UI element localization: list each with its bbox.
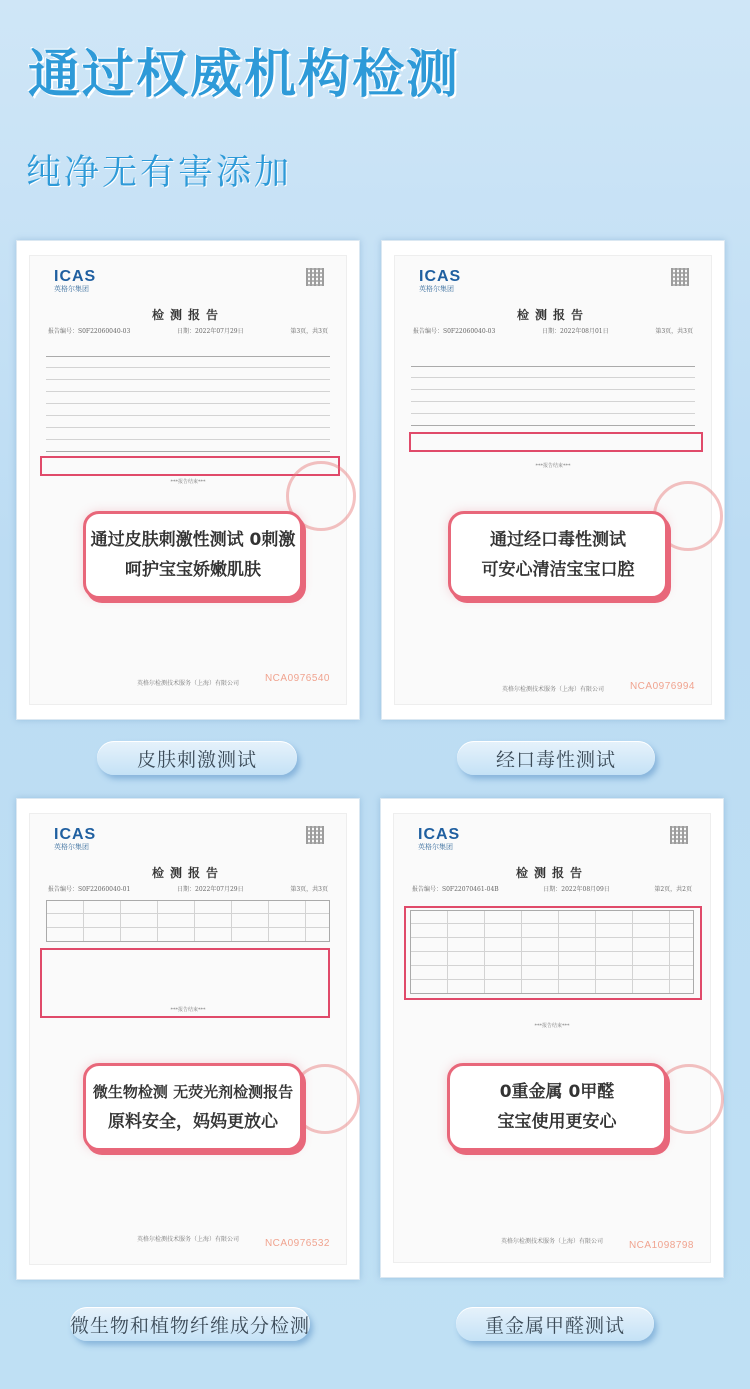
report-page: 第2页，共2页 bbox=[654, 886, 692, 893]
report-end-note: ***报告结束*** bbox=[534, 1023, 570, 1029]
result-table bbox=[411, 366, 695, 426]
report-card-skin bbox=[16, 240, 360, 720]
callout-line-1: 通过皮肤刺激性测试 0刺激 bbox=[90, 530, 296, 550]
report-card-oral bbox=[381, 240, 725, 720]
page-title: 通过权威机构检测 bbox=[28, 45, 461, 105]
callout-line-2: 可安心清洁宝宝口腔 bbox=[481, 560, 635, 580]
report-meta bbox=[48, 884, 328, 893]
report-number: 报告编号：S0F22060040-03 bbox=[413, 328, 496, 335]
report-date: 日期：2022年07月29日 bbox=[177, 328, 244, 335]
qr-code-icon bbox=[306, 826, 324, 844]
report-sheet bbox=[394, 255, 712, 705]
report-meta bbox=[48, 326, 328, 335]
report-date: 日期：2022年07月29日 bbox=[177, 886, 244, 893]
report-nca-number: NCA1098798 bbox=[628, 1240, 694, 1251]
callout-line-1: 0重金属 0甲醛 bbox=[499, 1082, 615, 1102]
report-page: 第3页，共3页 bbox=[655, 328, 693, 335]
report-page: 第3页，共3页 bbox=[290, 886, 328, 893]
report-nca-number: NCA0976994 bbox=[629, 681, 695, 692]
report-company: 英格尔检测技术服务（上海）有限公司 bbox=[136, 1236, 239, 1243]
qr-code-icon bbox=[306, 268, 324, 286]
callout-line-2: 原料安全，妈妈更放心 bbox=[108, 1112, 278, 1132]
report-number: 报告编号：S0F22070461-04B bbox=[412, 886, 499, 893]
report-end-note: ***报告结束*** bbox=[170, 479, 206, 485]
report-nca-number: NCA0976532 bbox=[264, 1238, 330, 1249]
icas-logo: ICAS 英格尔集团 bbox=[54, 826, 97, 851]
callout-line-1: 微生物检测 无荧光剂检测报告 bbox=[92, 1083, 294, 1101]
result-table bbox=[46, 356, 330, 452]
report-card-heavy-metal bbox=[380, 798, 724, 1278]
report-meta bbox=[413, 326, 693, 335]
report-company: 英格尔检测技术服务（上海）有限公司 bbox=[136, 680, 239, 687]
report-page: 第3页，共3页 bbox=[290, 328, 328, 335]
report-doc-title: 检测报告 bbox=[151, 866, 224, 880]
qr-code-icon bbox=[670, 826, 688, 844]
highlight-box bbox=[404, 906, 702, 1000]
report-doc-title: 检测报告 bbox=[151, 308, 224, 322]
report-company: 英格尔检测技术服务（上海）有限公司 bbox=[501, 686, 604, 693]
report-end-note: ***报告结束*** bbox=[170, 1007, 206, 1013]
icas-logo: ICAS 英格尔集团 bbox=[418, 826, 461, 851]
report-doc-title: 检测报告 bbox=[515, 866, 588, 880]
callout-microbe bbox=[83, 1063, 303, 1151]
label-skin-test: 皮肤刺激测试 bbox=[97, 741, 297, 775]
icas-logo: ICAS 英格尔集团 bbox=[54, 268, 97, 293]
callout-line-1: 通过经口毒性测试 bbox=[490, 530, 626, 550]
callout-heavy-metal bbox=[447, 1063, 667, 1151]
report-date: 日期：2022年08月01日 bbox=[542, 328, 609, 335]
highlight-box bbox=[409, 432, 703, 452]
report-date: 日期：2022年08月09日 bbox=[543, 886, 610, 893]
report-sheet bbox=[29, 255, 347, 705]
report-company: 英格尔检测技术服务（上海）有限公司 bbox=[500, 1238, 603, 1245]
callout-line-2: 宝宝使用更安心 bbox=[497, 1112, 617, 1132]
report-number: 报告编号：S0F22060040-03 bbox=[48, 328, 131, 335]
report-sheet bbox=[393, 813, 711, 1263]
report-meta bbox=[412, 884, 692, 893]
callout-skin bbox=[83, 511, 303, 599]
label-heavy-metal-test: 重金属甲醛测试 bbox=[456, 1307, 654, 1341]
qr-code-icon bbox=[671, 268, 689, 286]
report-nca-number: NCA0976540 bbox=[264, 673, 330, 684]
report-sheet bbox=[29, 813, 347, 1265]
report-end-note: ***报告结束*** bbox=[535, 463, 571, 469]
label-microbe-test: 微生物和植物纤维成分检测 bbox=[70, 1307, 310, 1341]
label-oral-test: 经口毒性测试 bbox=[457, 741, 655, 775]
report-number: 报告编号：S0F22060040-01 bbox=[48, 886, 131, 893]
report-card-microbe bbox=[16, 798, 360, 1280]
callout-line-2: 呵护宝宝娇嫩肌肤 bbox=[125, 560, 261, 580]
page-subtitle: 纯净无有害添加 bbox=[26, 153, 293, 193]
report-doc-title: 检测报告 bbox=[516, 308, 589, 322]
callout-oral bbox=[448, 511, 668, 599]
icas-logo: ICAS 英格尔集团 bbox=[419, 268, 462, 293]
result-table bbox=[46, 900, 330, 942]
